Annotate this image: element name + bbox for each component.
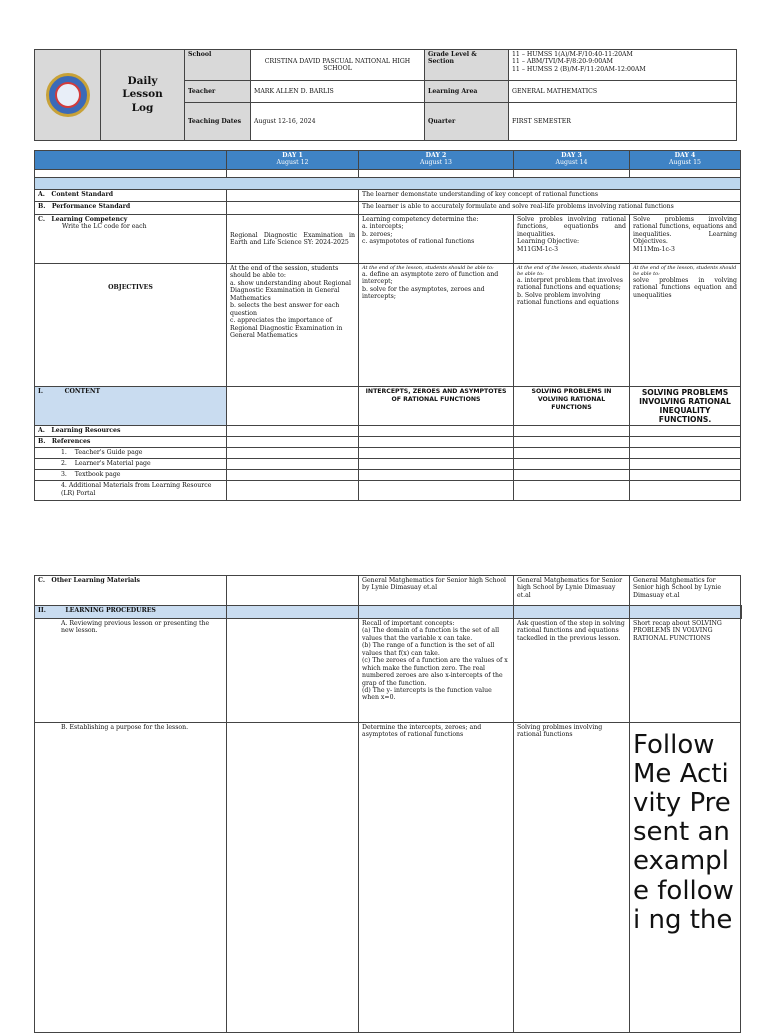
- reviewing-label: A. Reviewing previous lesson or presenting the new lesson.: [35, 619, 227, 723]
- grade-value: 11 – HUMSS 1(A)/M-F/10:40-11:20AM 11 – ABM/TVI/M-F/8:20-9:00AM 11 – HUMSS 2 (B)/M-F/11:20AM-12:00AM: [509, 50, 737, 81]
- resource-item: 3. Textbook page: [35, 470, 227, 481]
- competency-label: C. Learning Competency: [38, 216, 128, 223]
- learning-resources-label: A. Learning Resources: [35, 426, 227, 437]
- objectives-day3-cell: [514, 264, 630, 387]
- objectives-day3-intro: At the end of the lesson, students should be able to:: [517, 265, 621, 277]
- objectives-day4: solve problmes in volving rational functions equation and unequalities: [633, 277, 737, 299]
- content-day3: SOLVING PROBLEMS IN VOLVING RATIONAL FUNCTIONS: [514, 387, 630, 426]
- daily-lesson-log-title: Daily Lesson Log: [101, 50, 185, 141]
- day-2-header: DAY 2 August 13: [359, 151, 514, 170]
- content-standard-text: The learner demonstate understanding of key concept of rational functions: [359, 190, 741, 202]
- teacher-value: MARK ALLEN D. BARLIS: [251, 81, 425, 103]
- school-label: School: [185, 50, 251, 81]
- objectives-day4-intro: At the end of the lesson, students should be able to:: [633, 265, 737, 277]
- objectives-day2-intro: At the end of the lesson, students should be able to:: [362, 265, 494, 271]
- content-label: I. CONTENT: [35, 387, 227, 426]
- objectives-band: [35, 178, 741, 190]
- resource-item: 4. Additional Materials from Learning Resource (LR) Portal: [35, 481, 227, 501]
- competency-label-cell: [35, 215, 227, 264]
- purpose-day4: Follow Me Activity Present an example followi ng the: [633, 730, 734, 935]
- purpose-day2: Determine the intercepts, zeroes; and asymptotes of rational functions: [359, 723, 514, 1033]
- lesson-procedures-table: [34, 575, 742, 1033]
- learning-procedures-label: II. LEARNING PROCEDURES: [35, 606, 227, 619]
- content-day2: INTERCEPTS, ZEROES AND ASYMPTOTES OF RATIONAL FUNCTIONS: [359, 387, 514, 426]
- lesson-plan-table: [34, 150, 741, 501]
- resource-item: 2. Learner's Material page: [35, 459, 227, 470]
- reviewing-day4: Short recap about SOLVING PROBLEMS IN VOLVING RATIONAL FUNCTIONS: [633, 620, 722, 642]
- dates-label: Teaching Dates: [185, 103, 251, 141]
- reviewing-day3: Ask question of the step in solving rational functions and equations tackedled in the previous lesson.: [514, 619, 630, 723]
- day-3-header: DAY 3 August 14: [514, 151, 630, 170]
- dates-value: August 12-16, 2024: [251, 103, 425, 141]
- header-table: [34, 49, 737, 141]
- objectives-day4-cell: [630, 264, 741, 387]
- competency-day1: Regional Diagnostic Examination in Earth and Life Science SY: 2024-2025: [227, 215, 359, 264]
- grade-label: Grade Level & Section: [425, 50, 509, 81]
- other-materials-day3: General Matghematics for Senior high School by Lynie Dimasuay et.al: [514, 576, 630, 606]
- content-day4: SOLVING PROBLEMS INVOLVING RATIONAL INEQUALITY FUNCTIONS.: [630, 387, 741, 426]
- other-materials-day4: General Matghematics for Senior high School by Lynie Dimasuay et.al: [630, 576, 741, 606]
- resource-item: 1. Teacher's Guide page: [35, 448, 227, 459]
- content-standard-label: A. Content Standard: [35, 190, 227, 202]
- objectives-day2: a. define an asymptote zero of function and intercept; b. solve for the asymptotes, zeroes and intercepts;: [362, 271, 499, 301]
- competency-day3: Solve probles involving rational functions, equationbs and inequalities. Learning Objective: M11GM-1c-3: [514, 215, 630, 264]
- purpose-day4-cell: [630, 723, 741, 1033]
- objectives-day1: At the end of the session, students should be able to: a. show understanding about Regional Diagnostic Examination in General Mathematics b. selects the best answer for each question c. appreciates the importance of Regional Diagnostic Examination in General Mathematics: [227, 264, 359, 387]
- purpose-day3: Solving problmes involving rational functions: [514, 723, 630, 1033]
- spacer-row: [35, 170, 227, 178]
- references-label: B. References: [35, 437, 227, 448]
- area-value: GENERAL MATHEMATICS: [509, 81, 737, 103]
- competency-day2: Learning competency determine the: a. intercepts; b. zeroes; c. asympototes of rational functions: [359, 215, 514, 264]
- performance-standard-text: The learner is able to accurately formulate and solve real-life problems involving rational functions: [359, 202, 741, 215]
- other-materials-label: C. Other Learning Materials: [35, 576, 227, 606]
- deped-seal-icon: [46, 73, 90, 117]
- quarter-label: Quarter: [425, 103, 509, 141]
- purpose-label: B. Establishing a purpose for the lesson.: [35, 723, 227, 1033]
- day-header-blank: [35, 151, 227, 170]
- competency-day4: Solve problems involving rational functions, equations and inequalities. Learning Objectives. M11Mm-1c-3: [630, 215, 741, 264]
- other-materials-day2: General Matghematics for Senior high School by Lynie Dimasuay et.al: [359, 576, 514, 606]
- school-value: CRISTINA DAVID PASCUAL NATIONAL HIGH SCHOOL: [251, 50, 425, 81]
- deped-seal-cell: [35, 50, 101, 141]
- quarter-value: FIRST SEMESTER: [509, 103, 737, 141]
- objectives-label: OBJECTIVES: [35, 264, 227, 387]
- area-label: Learning Area: [425, 81, 509, 103]
- day-1-header: DAY 1 August 12: [227, 151, 359, 170]
- day-4-header: DAY 4 August 15: [630, 151, 741, 170]
- performance-standard-label: B. Performance Standard: [35, 202, 227, 215]
- competency-sublabel: Write the LC code for each: [62, 223, 147, 231]
- objectives-day3: a. interpret problem that involves rational functions and equations; b. Solve problem involving rational functions and equations: [517, 277, 623, 307]
- reviewing-day4-cell: [630, 619, 741, 723]
- reviewing-day2: Recall of important concepts: (a) The domain of a function is the set of all values that the variable x can take. (b) The range of a function is the set of all values that f(x) can take. (c) The zeroes of a function are the values of x which make the function zero. The real numbered zeroes are also x-intercepts of the grap of the function. (d) The y- intercepts is the function value when x=0.: [359, 619, 514, 723]
- objectives-day2-cell: [359, 264, 514, 387]
- teacher-label: Teacher: [185, 81, 251, 103]
